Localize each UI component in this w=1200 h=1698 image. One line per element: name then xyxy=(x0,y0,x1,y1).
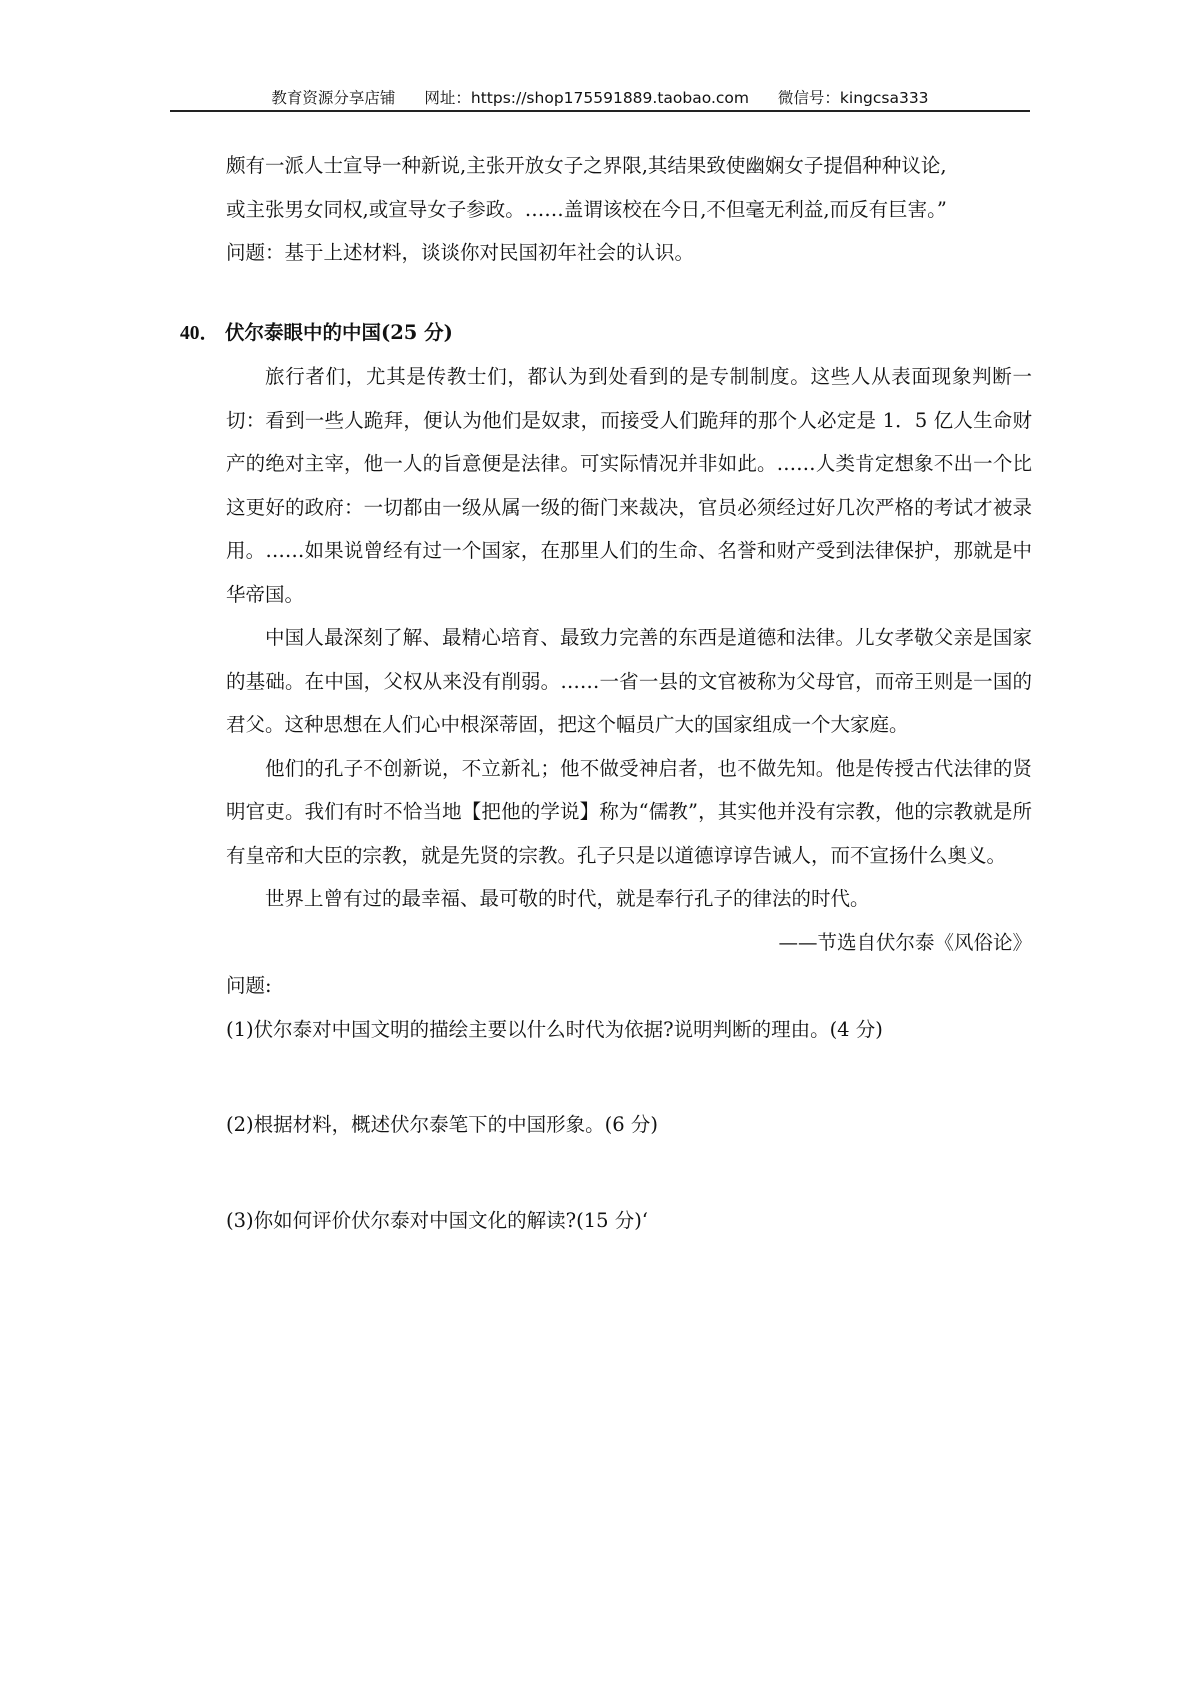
material-block xyxy=(180,355,1032,1242)
prev-material-line-2: 或主张男女同权,或宣导女子参政。……盖谓该校在今日,不但毫无利益,而反有巨害。” xyxy=(226,197,947,221)
material-paragraph: 旅行者们，尤其是传教士们，都认为到处看到的是专制制度。这些人从表面现象判断一切：看到一些人跪拜，便认为他们是奴隶，而接受人们跪拜的那个人必定是 1．5 亿人生命财产的绝对主宰，他一人的旨意便是法律。可实际情况并非如此。……人类肯定想象不出一个比这更好的政府：一切都由一级从属一级的衙门来裁决，官员必须经过好几次严格的考试才被录用。……如果说曾经有过一个国家，在那里人们的生命、名誉和财产受到法律保护，那就是中华帝国。 xyxy=(226,365,1032,606)
material-paragraph: 他们的孔子不创新说，不立新礼；他不做受神启者，也不做先知。他是传授古代法律的贤明官吏。我们有时不恰当地【把他的学说】称为“儒教”，其实他并没有宗教，他的宗教就是所有皇帝和大臣的宗教，就是先贤的宗教。孔子只是以道德谆谆告诫人，而不宣扬什么奥义。 xyxy=(226,756,1032,867)
shop-url: 网址：https://shop175591889.taobao.com xyxy=(424,89,749,107)
question-40-title xyxy=(180,311,1032,356)
shop-name: 教育资源分享店铺 xyxy=(271,89,396,107)
question-title-text: 伏尔泰眼中的中国(25 分) xyxy=(225,320,453,344)
material-paragraph: 世界上曾有过的最幸福、最可敬的时代，就是奉行孔子的律法的时代。 xyxy=(265,887,870,910)
prev-material-line-1: 颇有一派人士宣导一种新说,主张开放女子之界限,其结果致使幽娴女子提倡种种议论, xyxy=(226,154,947,177)
document-body xyxy=(180,144,1032,1242)
question-label: 问题: xyxy=(226,974,272,997)
wechat-id: 微信号：kingcsa333 xyxy=(777,89,929,107)
page-header xyxy=(170,86,1030,108)
question-number: 40． xyxy=(180,322,220,344)
header-divider xyxy=(170,110,1030,112)
sub-question-1: (1)伏尔泰对中国文明的描绘主要以什么时代为依据?说明判断的理由。(4 分) xyxy=(226,1017,883,1041)
prev-question: 问题：基于上述材料，谈谈你对民国初年社会的认识。 xyxy=(226,241,695,264)
material-source: ——节选自伏尔泰《风俗论》 xyxy=(778,930,1032,954)
material-paragraph: 中国人最深刻了解、最精心培育、最致力完善的东西是道德和法律。儿女孝敬父亲是国家的基础。在中国，父权从来没有削弱。……一省一县的文官被称为父母官，而帝王则是一国的君父。这种思想在人们心中根深蒂固，把这个幅员广大的国家组成一个大家庭。 xyxy=(226,626,1032,736)
sub-question-2: (2)根据材料，概述伏尔泰笔下的中国形象。(6 分) xyxy=(226,1113,658,1136)
sub-question-3: (3)你如何评价伏尔泰对中国文化的解读?(15 分)‘ xyxy=(226,1208,649,1232)
